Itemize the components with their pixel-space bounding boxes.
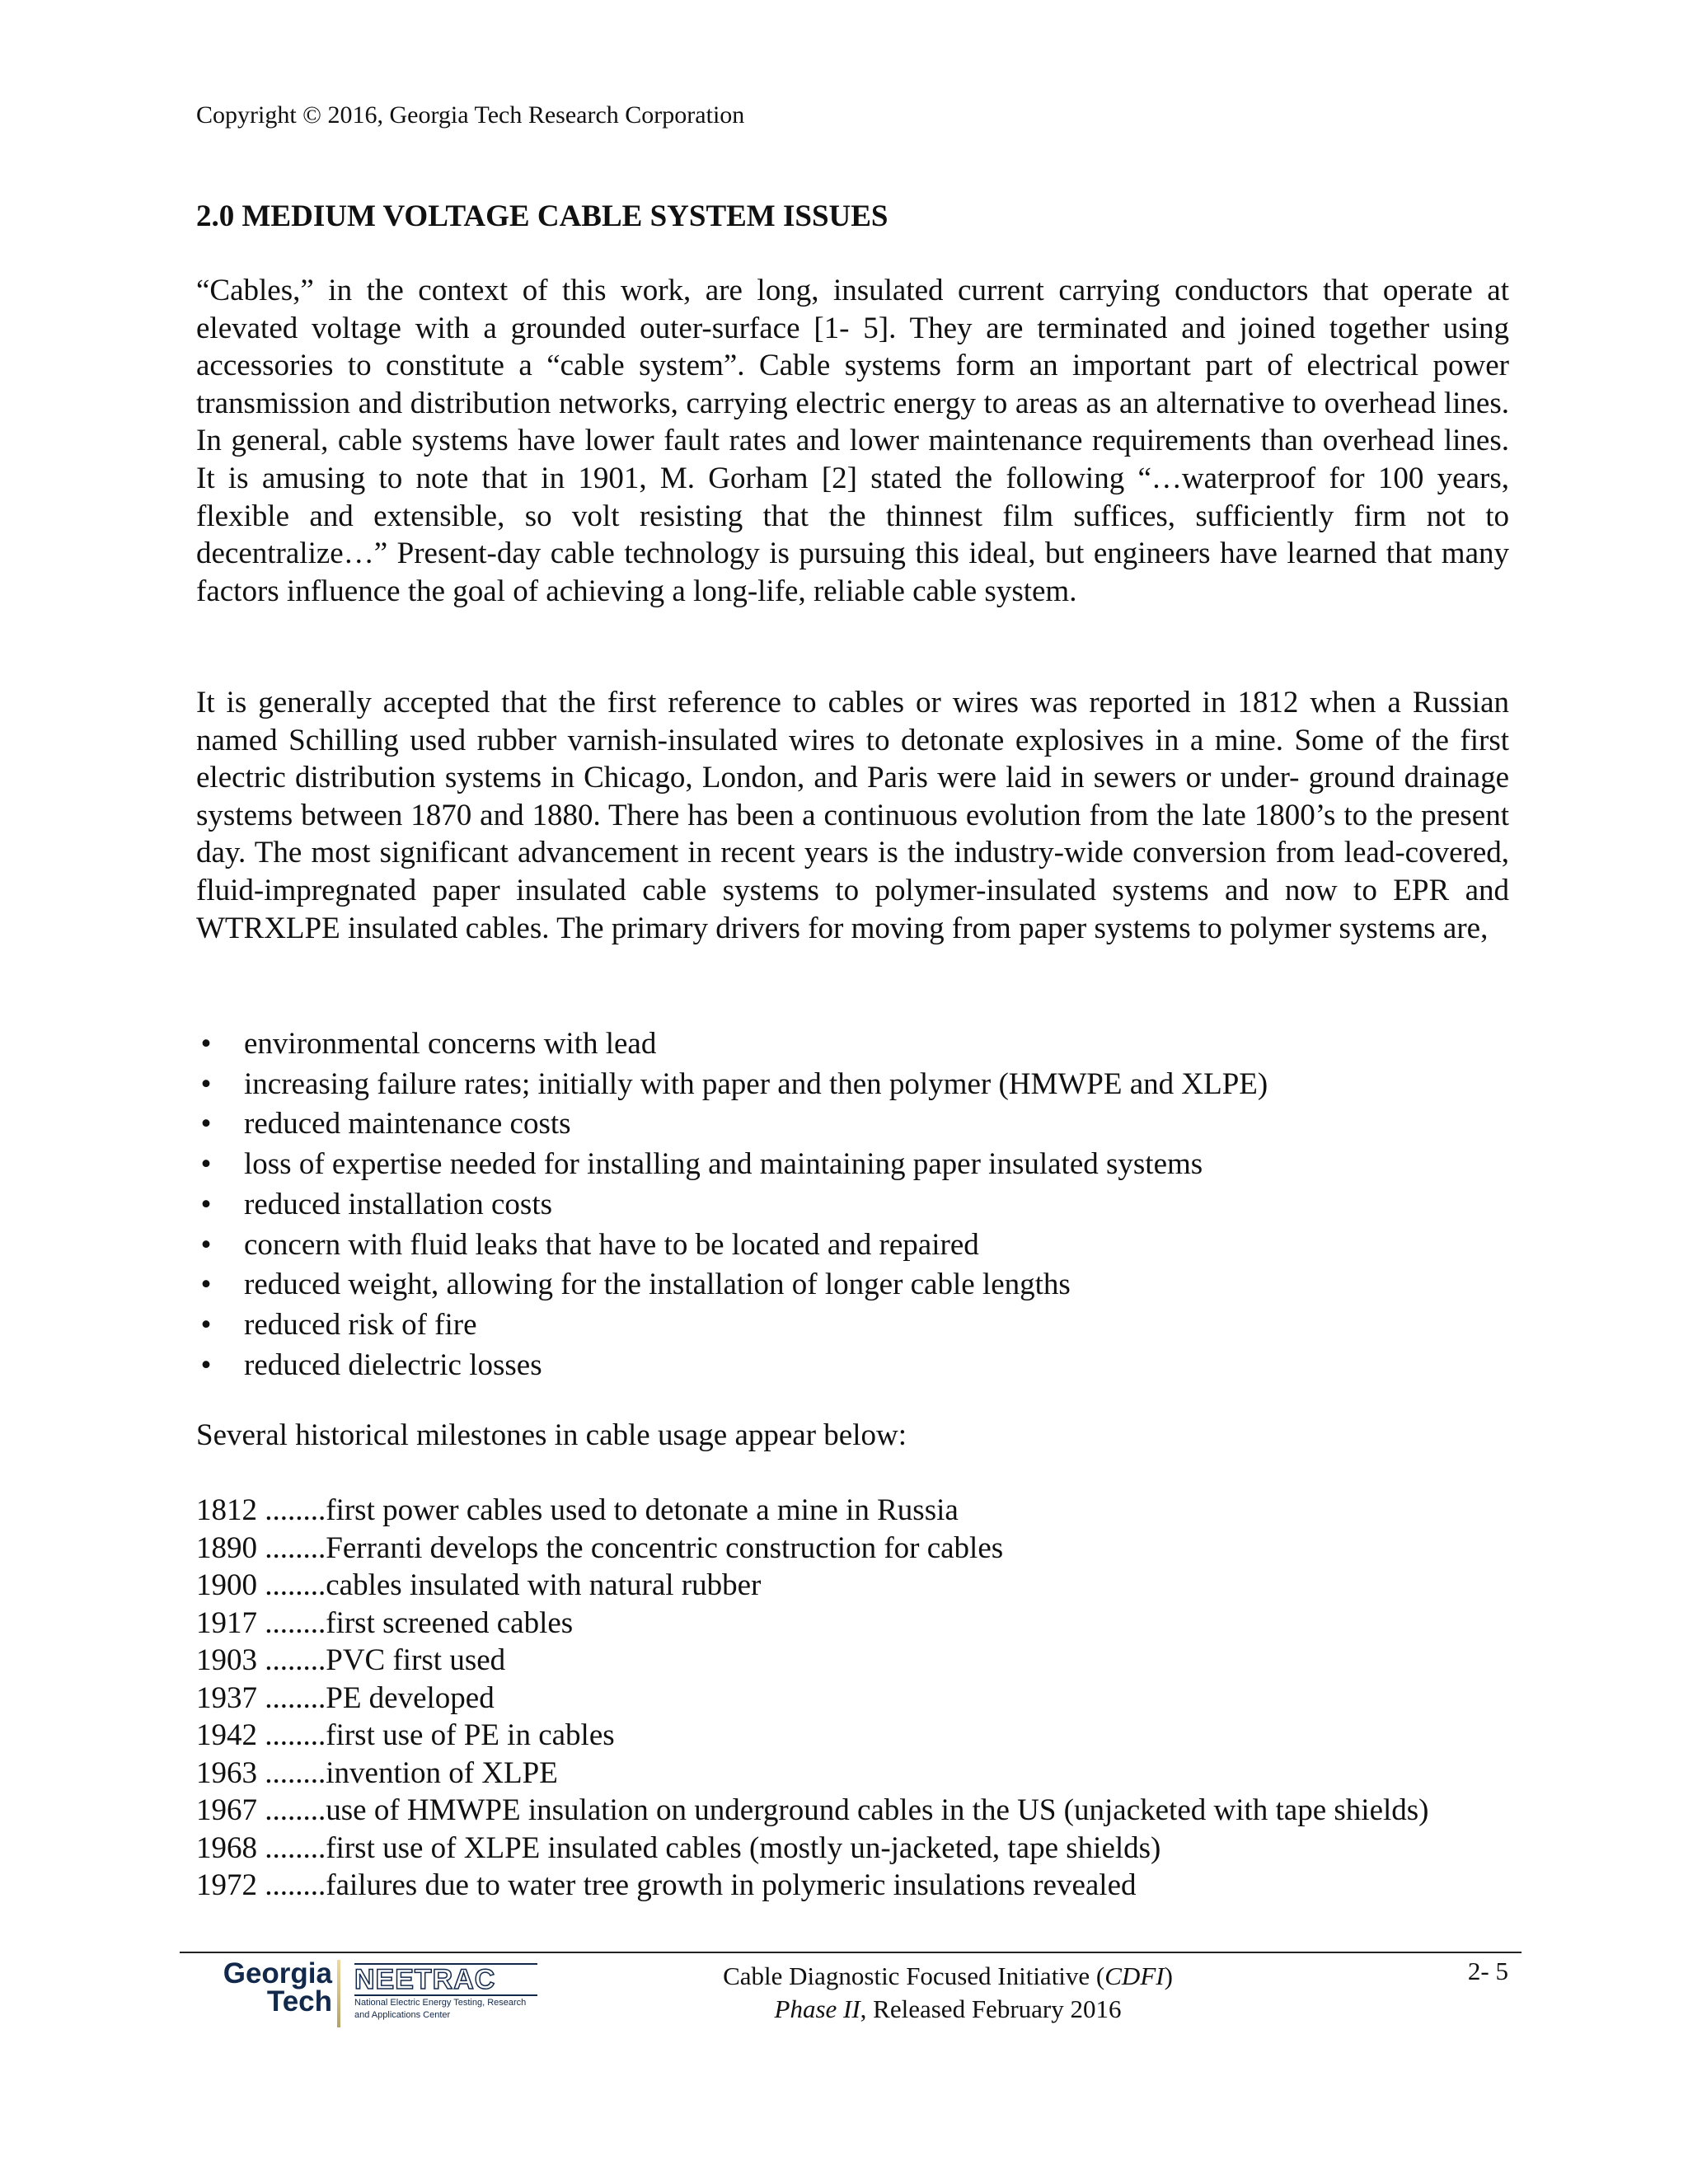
neetrac-subtitle-2: and Applications Center xyxy=(354,2010,451,2020)
list-item-text: reduced installation costs xyxy=(244,1187,553,1221)
bullet-icon: • xyxy=(200,1268,212,1302)
list-item xyxy=(196,1024,1509,1065)
list-item xyxy=(196,1104,1509,1145)
neetrac-logo xyxy=(354,1963,544,2021)
bullet-icon: • xyxy=(200,1187,212,1221)
bullet-icon: • xyxy=(200,1066,212,1101)
bullet-icon: • xyxy=(200,1227,212,1262)
footer-line-2: Phase II, Released February 2016 xyxy=(774,1994,1122,2023)
list-item-text: increasing failure rates; initially with paper and then polymer (HMWPE and XLPE) xyxy=(244,1066,1268,1101)
milestone-row: 1812 ........first power cables used to detonate a mine in Russia xyxy=(196,1493,959,1527)
milestones-intro: Several historical milestones in cable usage appear below: xyxy=(196,1418,907,1452)
copyright-notice: Copyright © 2016, Georgia Tech Research Corporation xyxy=(196,101,745,129)
bullet-icon: • xyxy=(200,1027,212,1061)
list-item-text: concern with fluid leaks that have to be located and repaired xyxy=(244,1227,979,1262)
list-item xyxy=(196,1185,1509,1226)
bullet-icon: • xyxy=(200,1347,212,1382)
paragraph-cable-history: It is generally accepted that the first reference to cables or wires was reported in 1812 when a Russian named Schilling used rubber varnish-insulated wires to detonate explosives in a mine. Some of the first electric distribution systems in Chicago, London, and Paris were laid in sewers or under- ground drainage systems between 1870 and 1880. There has been a continuous evolution from the late 1800’s to the present day. The most significant advancement in recent years is the industry-wide conversion from lead-covered, fluid-impregnated paper insulated cable systems to polymer-insulated systems and now to EPR and WTRXLPE insulated cables. The primary drivers for moving from paper systems to polymer systems are, xyxy=(196,686,1509,945)
list-item xyxy=(196,1145,1509,1185)
bullet-icon: • xyxy=(200,1307,212,1342)
milestone-row: 1942 ........first use of PE in cables xyxy=(196,1718,615,1752)
milestone-row: 1917 ........first screened cables xyxy=(196,1605,574,1640)
milestones-list xyxy=(196,1492,1509,1905)
milestone-row: 1967 ........use of HMWPE insulation on underground cables in the US (unjacketed with tape shields) xyxy=(196,1793,1429,1827)
logo-divider xyxy=(337,1960,340,2027)
list-item xyxy=(196,1065,1509,1105)
page-number: 2- 5 xyxy=(1467,1957,1508,1985)
bullet-icon: • xyxy=(200,1147,212,1182)
georgia-tech-logo xyxy=(196,1957,332,2019)
milestone-row: 1968 ........first use of XLPE insulated cables (mostly un-jacketed, tape shields) xyxy=(196,1830,1161,1865)
list-item-text: reduced dielectric losses xyxy=(244,1347,542,1382)
milestone-row: 1937 ........PE developed xyxy=(196,1680,495,1715)
milestone-row: 1903 ........PVC first used xyxy=(196,1643,506,1677)
list-item xyxy=(196,1265,1509,1305)
list-item xyxy=(196,1346,1509,1386)
list-item-text: reduced risk of fire xyxy=(244,1307,477,1342)
footer-title xyxy=(577,1960,1319,2026)
footer-line-1: Cable Diagnostic Focused Initiative (CDFI) xyxy=(723,1961,1173,1990)
list-item xyxy=(196,1226,1509,1266)
bullet-icon: • xyxy=(200,1107,212,1141)
milestone-row: 1890 ........Ferranti develops the concentric construction for cables xyxy=(196,1530,1004,1565)
section-title: 2.0 MEDIUM VOLTAGE CABLE SYSTEM ISSUES xyxy=(196,199,889,233)
neetrac-name: NEETRAC xyxy=(354,1963,537,1996)
logo-gt-line1: Georgia xyxy=(223,1957,332,1990)
logo-gt-line2: Tech xyxy=(266,1985,332,2018)
milestone-row: 1972 ........failures due to water tree growth in polymeric insulations revealed xyxy=(196,1868,1137,1902)
list-item-text: loss of expertise needed for installing and maintaining paper insulated systems xyxy=(244,1147,1203,1182)
list-item-text: reduced weight, allowing for the installation of longer cable lengths xyxy=(244,1268,1071,1302)
milestone-row: 1963 ........invention of XLPE xyxy=(196,1755,558,1790)
list-item-text: reduced maintenance costs xyxy=(244,1107,571,1141)
drivers-list xyxy=(196,1024,1509,1385)
paragraph-cables-definition: “Cables,” in the context of this work, are long, insulated current carrying conductors that operate at elevated voltage with a grounded outer-surface [1- 5]. They are terminated and joined together using accessories to constitute a “cable system”. Cable systems form an important part of electrical power transmission and distribution networks, carrying electric energy to areas as an alternative to overhead lines. In general, cable systems have lower fault rates and lower maintenance requirements than overhead lines. It is amusing to note that in 1901, M. Gorham [2] stated the following “…waterproof for 100 years, flexible and extensible, so volt resisting that the thinnest film suffices, sufficiently firm not to decentralize…” Present-day cable technology is pursuing this ideal, but engineers have learned that many factors influence the goal of achieving a long-life, reliable cable system. xyxy=(196,274,1509,608)
list-item xyxy=(196,1305,1509,1346)
footer-divider xyxy=(180,1952,1522,1953)
neetrac-subtitle-1: National Electric Energy Testing, Research xyxy=(354,1998,527,2008)
milestone-row: 1900 ........cables insulated with natural rubber xyxy=(196,1568,762,1602)
list-item-text: environmental concerns with lead xyxy=(244,1027,657,1061)
